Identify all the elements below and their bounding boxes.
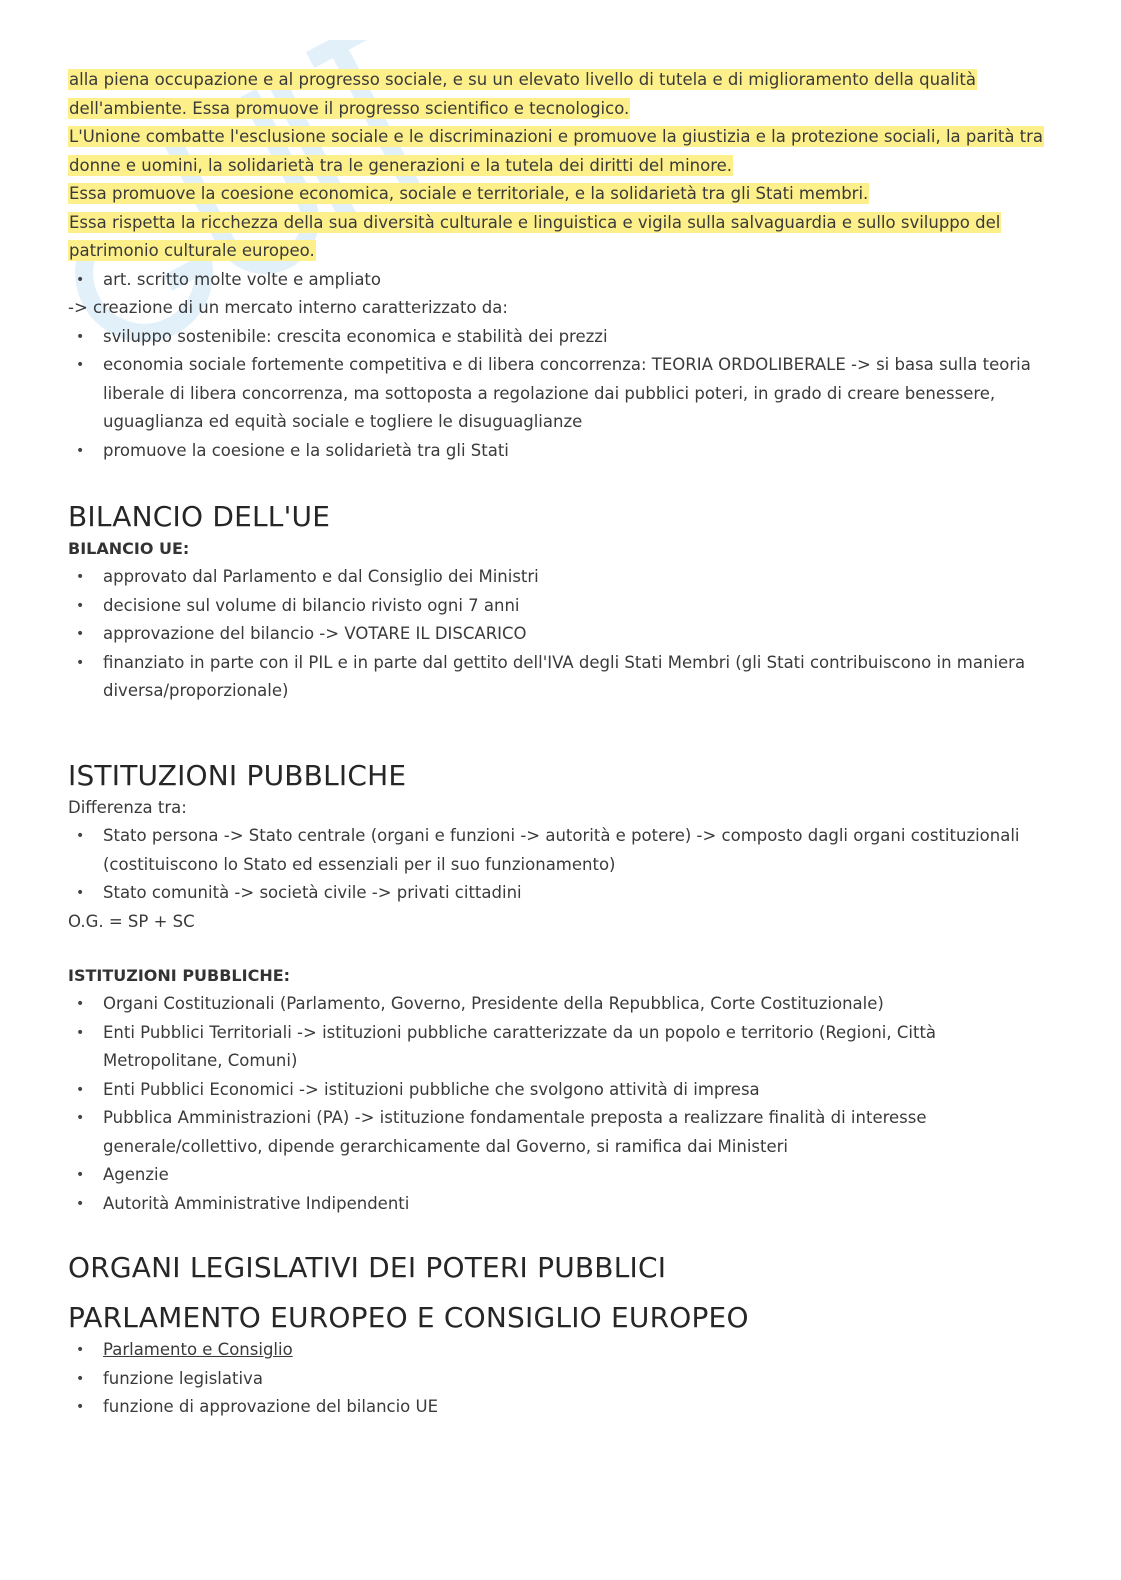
- formula: O.G. = SP + SC: [68, 911, 195, 931]
- highlighted-line: patrimonio culturale europeo.: [69, 241, 315, 260]
- list-item: • Pubblica Amministrazioni (PA) -> istituzione fondamentale preposta a realizzare finalità di interesse generale/collettivo, dipende gerarchicamente dal Governo, si ramifica dai Ministeri: [68, 1104, 1058, 1161]
- istituzioni-list: [68, 822, 1058, 908]
- list-item: • art. scritto molte volte e ampliato: [68, 266, 1058, 295]
- section-heading-bilancio: BILANCIO DELL'UE: [68, 500, 331, 533]
- list-item: • Enti Pubblici Economici -> istituzioni pubbliche che svolgono attività di impresa: [68, 1076, 1058, 1105]
- intro-bullet-list: [68, 266, 1058, 295]
- list-item: • Autorità Amministrative Indipendenti: [68, 1190, 1058, 1219]
- highlighted-line: Essa rispetta la ricchezza della sua diversità culturale e linguistica e vigila sulla salvaguardia e sullo sviluppo del: [69, 212, 1001, 232]
- highlighted-line: alla piena occupazione e al progresso sociale, e su un elevato livello di tutela e di miglioramento della qualità: [69, 70, 976, 89]
- underlined-link[interactable]: Parlamento e Consiglio: [103, 1340, 293, 1359]
- list-item: • funzione di approvazione del bilancio UE: [68, 1393, 1058, 1422]
- istituzioni-list-2: [68, 990, 1058, 1218]
- section-heading-parlamento: PARLAMENTO EUROPEO E CONSIGLIO EUROPEO: [68, 1301, 749, 1334]
- highlighted-line: L'Unione combatte l'esclusione sociale e le discriminazioni e promuove la giustizia e la protezione sociali, la parità tra: [69, 127, 1044, 146]
- list-item: • promuove la coesione e la solidarietà tra gli Stati: [68, 437, 1058, 466]
- organi-list: [68, 1336, 1058, 1422]
- highlighted-line: donne e uomini, la solidarietà tra le generazioni e la tutela dei diritti del minore.: [69, 155, 733, 175]
- list-item: • economia sociale fortemente competitiva e di libera concorrenza: TEORIA ORDOLIBERALE -> si basa sulla teoria liberale di libera concorrenza, ma sottoposta a regolazione dai pubblici poteri, in grado di creare benessere, uguaglianza ed equità sociale e togliere le disuguaglianze: [68, 351, 1058, 437]
- list-item: • Agenzie: [68, 1161, 1058, 1190]
- highlighted-line: Essa promuove la coesione economica, sociale e territoriale, e la solidarietà tra gli Stati membri.: [69, 184, 869, 203]
- bilancio-list: [68, 563, 1058, 706]
- section-heading-istituzioni: ISTITUZIONI PUBBLICHE: [68, 758, 407, 792]
- subheading-istituzioni: ISTITUZIONI PUBBLICHE:: [68, 966, 291, 985]
- market-bullet-list: [68, 323, 1058, 466]
- list-item: • approvazione del bilancio -> VOTARE IL DISCARICO: [68, 620, 1058, 649]
- list-item: • sviluppo sostenibile: crescita economica e stabilità dei prezzi: [68, 323, 1058, 352]
- highlighted-line: dell'ambiente. Essa promuove il progresso scientifico e tecnologico.: [69, 98, 630, 118]
- istituzioni-intro: Differenza tra:: [68, 797, 187, 817]
- subheading-bilancio: BILANCIO UE:: [68, 539, 190, 558]
- list-item: • Stato comunità -> società civile -> privati cittadini: [68, 879, 1058, 908]
- document-page: [68, 66, 1058, 1422]
- arrow-line: -> creazione di un mercato interno caratterizzato da:: [68, 298, 508, 317]
- list-item: • finanziato in parte con il PIL e in parte dal gettito dell'IVA degli Stati Membri (gli Stati contribuiscono in maniera diversa/proporzionale): [68, 649, 1058, 706]
- list-item: [68, 1336, 1058, 1365]
- highlighted-paragraph: [68, 66, 1058, 266]
- list-item: • funzione legislativa: [68, 1365, 1058, 1394]
- list-item: • Stato persona -> Stato centrale (organi e funzioni -> autorità e potere) -> composto dagli organi costituzionali (costituiscono lo Stato ed essenziali per il suo funzionamento): [68, 822, 1058, 879]
- list-item: • Organi Costituzionali (Parlamento, Governo, Presidente della Repubblica, Corte Costituzionale): [68, 990, 1058, 1019]
- list-item: • approvato dal Parlamento e dal Consiglio dei Ministri: [68, 563, 1058, 592]
- list-item: • Enti Pubblici Territoriali -> istituzioni pubbliche caratterizzate da un popolo e territorio (Regioni, Città Metropolitane, Comuni): [68, 1019, 1058, 1076]
- list-item: • decisione sul volume di bilancio rivisto ogni 7 anni: [68, 592, 1058, 621]
- section-heading-organi: ORGANI LEGISLATIVI DEI POTERI PUBBLICI: [68, 1251, 667, 1284]
